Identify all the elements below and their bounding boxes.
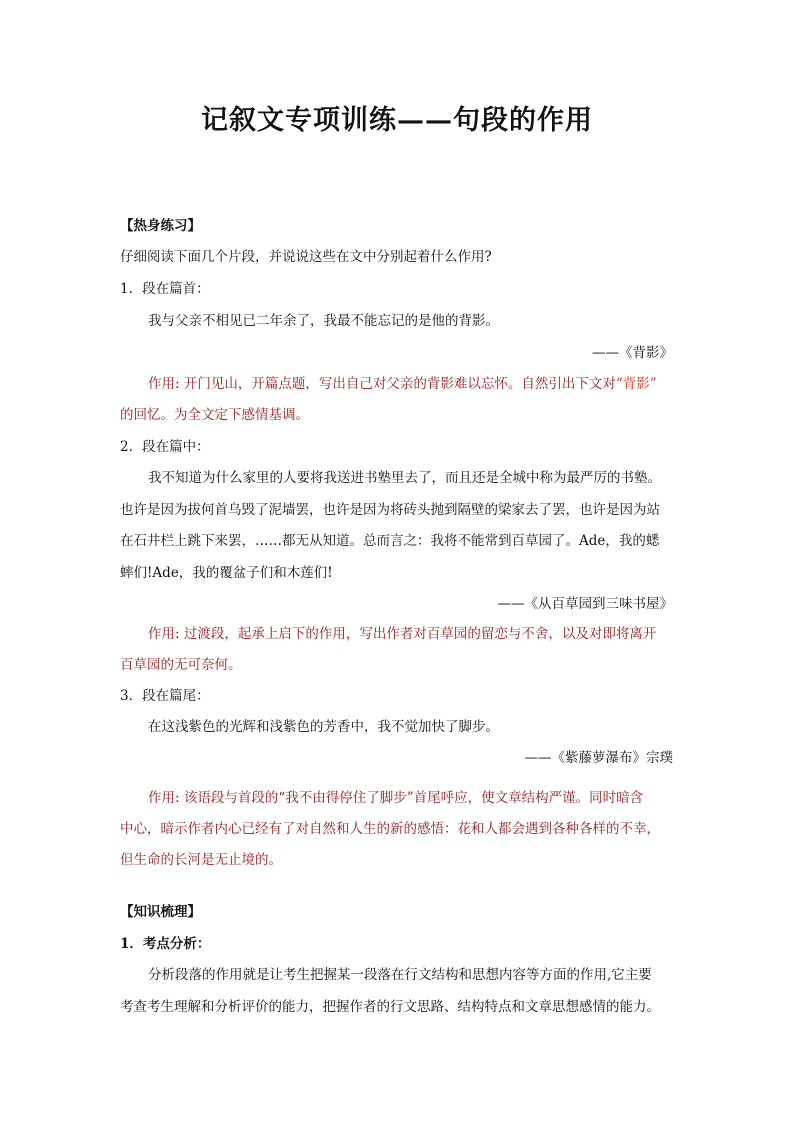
- knowledge-line-1: 分析段落的作用就是让考生把握某一段落在行文结构和思想内容等方面的作用,它主要: [148, 967, 652, 983]
- item-2-answer-line-1: [148, 624, 680, 644]
- item-3-answer-tag: 作用:: [148, 790, 180, 806]
- item-2-answer-line-2: 百草园的无可奈何。: [120, 657, 242, 673]
- item-2-answer-tag: 作用:: [148, 626, 180, 642]
- item-2-answer-text: 过渡段，起承上启下的作用，写出作者对百草园的留恋与不舍，以及对即将离开: [183, 626, 657, 642]
- item-2-passage-line-1: 我不知道为什么家里的人要将我送进书塾里去了，而且还是全城中称为最严厉的书塾。: [148, 470, 661, 486]
- item-1-answer-text: 开门见山，开篇点题，写出自己对父亲的背影难以忘怀。自然引出下文对: [183, 376, 616, 392]
- knowledge-heading: 【知识梳理】: [120, 904, 201, 920]
- page-title: 记叙文专项训练——句段的作用: [201, 105, 593, 136]
- item-3-label: 3．段在篇尾：: [120, 688, 210, 704]
- item-2-passage-line-2: 也许是因为拔何首乌毁了泥墙罢，也许是因为将砖头抛到隔壁的梁家去了罢，也许是因为站: [120, 502, 660, 518]
- item-3-answer-line-2: 中心，暗示作者内心已经有了对自然和人生的新的感悟：花和人都会遇到各种各样的不幸，: [120, 821, 660, 837]
- item-1-answer-tag: 作用:: [148, 376, 180, 392]
- warmup-heading: 【热身练习】: [120, 218, 201, 234]
- item-1-source: ——《背影》: [592, 345, 673, 361]
- item-3-source: ——《紫藤萝瀑布》宗璞: [524, 750, 673, 766]
- item-3-answer-line-1: [148, 788, 680, 808]
- item-2-source: ——《从百草园到三味书屋》: [497, 596, 673, 612]
- item-3-answer-text: 该语段与首段的“我不由得停住了脚步”首尾呼应，使文章结构严谨。同时暗含: [183, 790, 644, 806]
- item-1-answer-line-1: [148, 374, 680, 394]
- item-3-answer-line-3: 但生命的长河是无止境的。: [120, 852, 282, 868]
- item-1-answer-quote: “背影”: [615, 376, 657, 392]
- warmup-instruction: 仔细阅读下面几个片段，并说说这些在文中分别起着什么作用?: [120, 249, 492, 265]
- item-2-label: 2．段在篇中：: [120, 439, 210, 455]
- item-3-passage: 在这浅紫色的光辉和浅紫色的芳香中，我不觉加快了脚步。: [148, 719, 499, 735]
- item-1-label: 1．段在篇首：: [120, 281, 210, 297]
- knowledge-line-2: 考查考生理解和分析评价的能力，把握作者的行文思路、结构特点和文章思想感情的能力。: [120, 999, 660, 1015]
- item-1-passage: 我与父亲不相见已二年余了，我最不能忘记的是他的背影。: [148, 313, 499, 329]
- item-2-passage-line-3: 在石井栏上跳下来罢，……都无从知道。总而言之：我将不能常到百草园了。Ade，我的蟋: [120, 533, 660, 549]
- knowledge-sub-heading: 1．考点分析：: [120, 936, 211, 952]
- item-1-answer-line-2: 的回忆。为全文定下感情基调。: [120, 407, 309, 423]
- item-2-passage-line-4: 蟀们!Ade，我的覆盆子们和木莲们!: [120, 565, 333, 581]
